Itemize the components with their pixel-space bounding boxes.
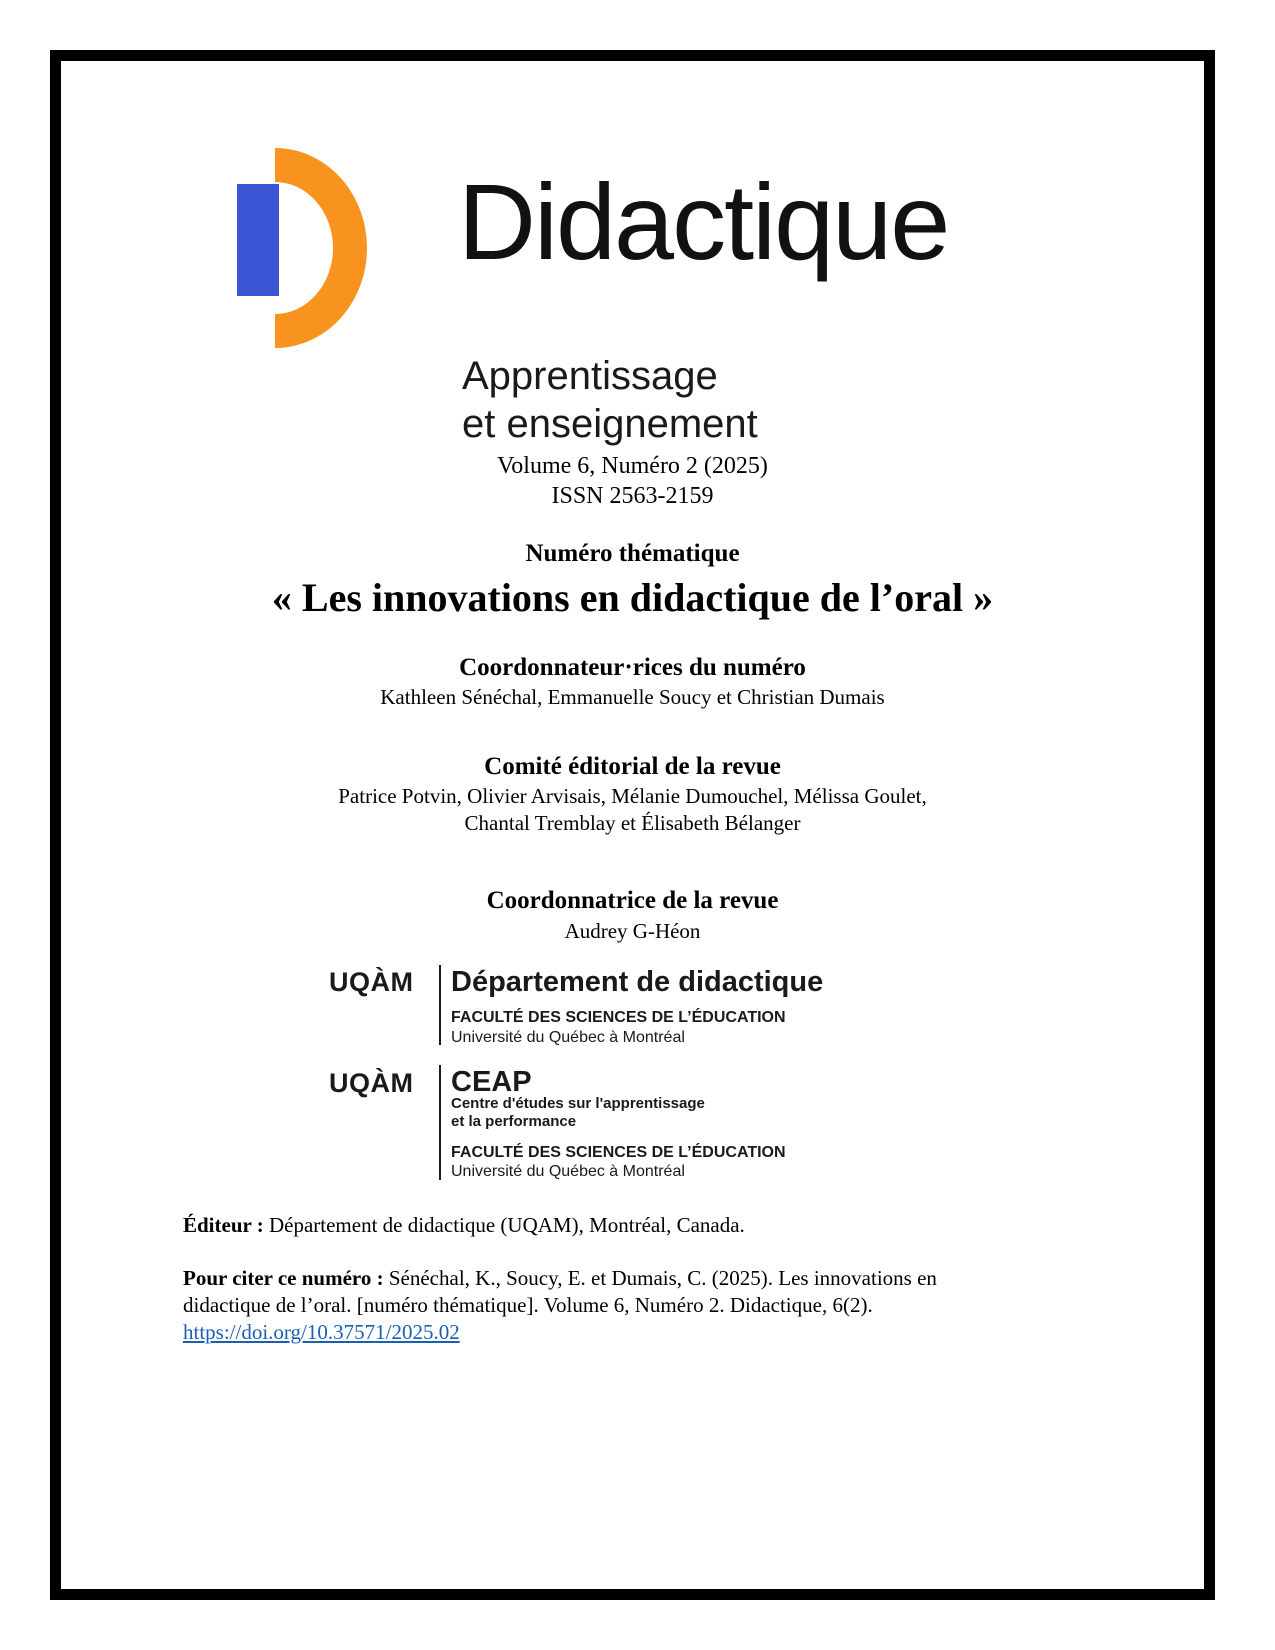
logo-blue-bar [237, 184, 279, 296]
ceap-university: Université du Québec à Montréal [451, 1163, 685, 1180]
issn: ISSN 2563-2159 [551, 483, 714, 509]
committee-names-line-1: Patrice Potvin, Olivier Arvisais, Mélanie Dumouchel, Mélissa Goulet, [338, 784, 927, 808]
dept-title: Département de didactique [451, 966, 824, 998]
journal-subtitle [462, 352, 758, 448]
publisher-line [183, 1212, 1043, 1239]
journal-title: Didactique [458, 161, 949, 282]
dept-university: Université du Québec à Montréal [451, 1029, 685, 1046]
coordinators-heading: Coordonnateur·rices du numéro [459, 654, 806, 681]
subtitle-line-1: Apprentissage [462, 354, 718, 398]
ceap-subtitle-line-2: et la performance [451, 1113, 577, 1130]
ceap-title: CEAP [451, 1066, 532, 1098]
publisher-text: Département de didactique (UQAM), Montréal, Canada. [263, 1213, 745, 1237]
coordinators-names: Kathleen Sénéchal, Emmanuelle Soucy et Christian Dumais [380, 685, 885, 709]
theme-title: « Les innovations en didactique de l’oral » [271, 575, 994, 620]
logo-orange-arc [275, 148, 367, 348]
citation-text-2: didactique de l’oral. [numéro thématique]. Volume 6, Numéro 2. Didactique, 6(2). [183, 1293, 873, 1317]
citation-line-1 [183, 1265, 1043, 1292]
committee-names-line-2: Chantal Tremblay et Élisabeth Bélanger [464, 811, 801, 835]
didactique-logo-icon [237, 148, 377, 348]
theme-label: Numéro thématique [525, 540, 740, 567]
journal-coordinator-name: Audrey G-Héon [564, 919, 701, 943]
journal-coordinator-heading: Coordonnatrice de la revue [486, 887, 779, 914]
committee-heading: Comité éditorial de la revue [484, 753, 781, 780]
ceap-subtitle-line-1: Centre d'études sur l'apprentissage [451, 1095, 705, 1112]
volume-number: Volume 6, Numéro 2 (2025) [497, 453, 768, 479]
dept-faculty: FACULTÉ DES SCIENCES DE L’ÉDUCATION [451, 1009, 786, 1026]
citation-text-1: Sénéchal, K., Soucy, E. et Dumais, C. (2025). Les innovations en [383, 1266, 937, 1290]
uqam-wordmark: UQÀM [329, 1068, 414, 1098]
subtitle-line-2: et enseignement [462, 402, 758, 446]
uqam-wordmark: UQÀM [329, 967, 414, 997]
logo-divider [439, 1065, 441, 1180]
publisher-label: Éditeur : [183, 1213, 264, 1237]
doi-link[interactable]: https://doi.org/10.37571/2025.02 [183, 1320, 460, 1344]
citation-block [183, 1265, 1043, 1346]
logo-divider [439, 965, 441, 1045]
citation-label: Pour citer ce numéro : [183, 1266, 384, 1290]
ceap-faculty: FACULTÉ DES SCIENCES DE L’ÉDUCATION [451, 1144, 786, 1161]
